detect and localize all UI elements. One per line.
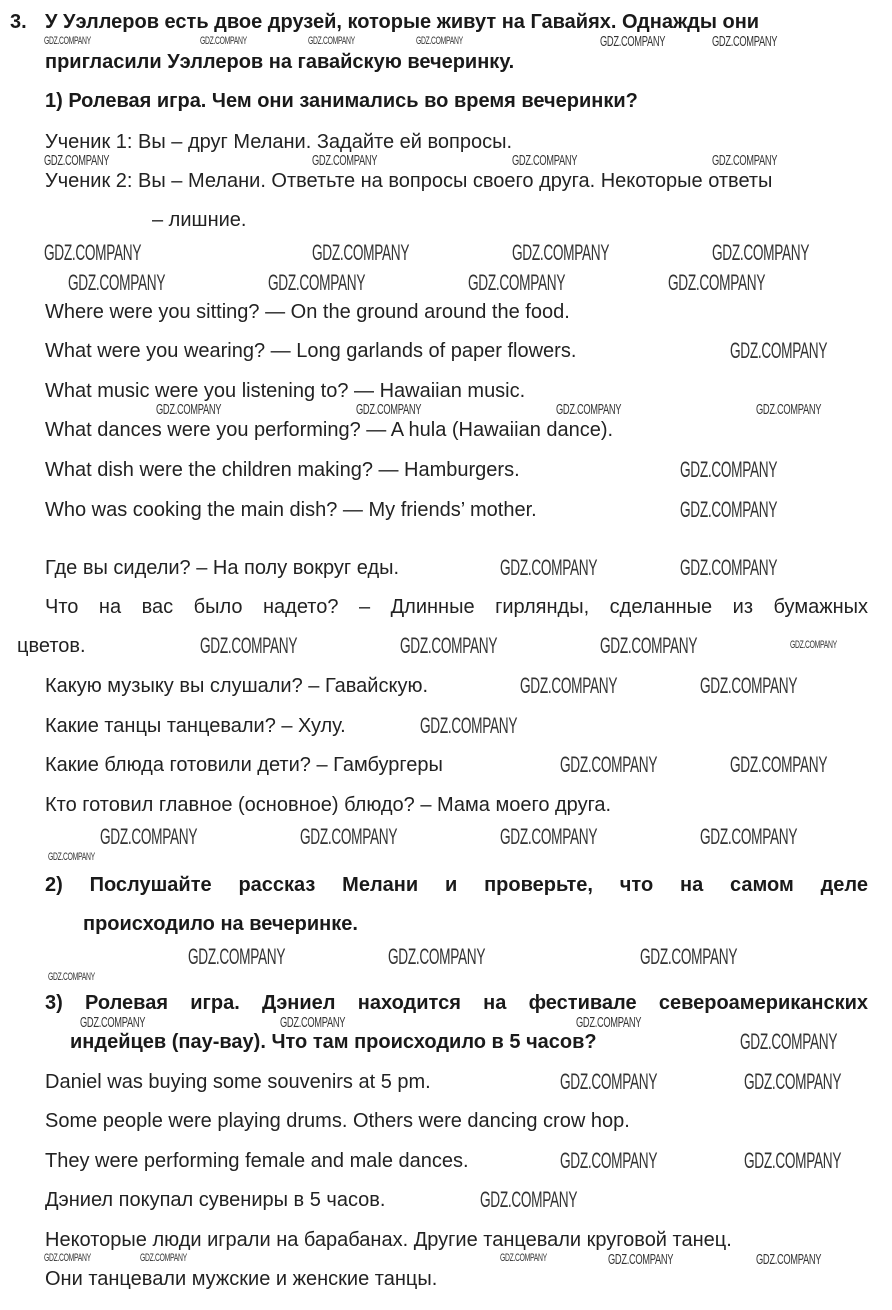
- watermark: GDZ.COMPANY: [500, 824, 598, 849]
- part3-line: Они танцевали мужские и женские танцы.: [45, 1268, 438, 1290]
- watermark: GDZ.COMPANY: [200, 35, 247, 47]
- watermark: GDZ.COMPANY: [680, 555, 778, 580]
- task-number: 3.: [10, 11, 27, 33]
- watermark: GDZ.COMPANY: [48, 851, 95, 863]
- part3-line: Дэниел покупал сувениры в 5 часов.: [45, 1189, 386, 1211]
- watermark: GDZ.COMPANY: [280, 1014, 346, 1031]
- instruction-line: Ученик 2: Вы – Мелани. Ответьте на вопросы своего друга. Некоторые ответы: [45, 170, 773, 192]
- task-title-line: пригласили Уэллеров на гавайскую вечеринку.: [45, 51, 515, 73]
- watermark: GDZ.COMPANY: [200, 633, 298, 658]
- watermark: GDZ.COMPANY: [312, 240, 410, 265]
- watermark: GDZ.COMPANY: [480, 1187, 578, 1212]
- english-line: What dances were you performing? — A hula (Hawaiian dance).: [45, 419, 614, 441]
- part3-heading-line: 3) Ролевая игра. Дэниел находится на фестивале североамериканских: [45, 992, 868, 1014]
- watermark: GDZ.COMPANY: [712, 240, 810, 265]
- russian-line: Где вы сидели? – На полу вокруг еды.: [45, 557, 400, 579]
- watermark: GDZ.COMPANY: [140, 1252, 187, 1264]
- watermark: GDZ.COMPANY: [420, 713, 518, 738]
- watermark: GDZ.COMPANY: [680, 497, 778, 522]
- part1-heading: 1) Ролевая игра. Чем они занимались во время вечеринки?: [45, 90, 638, 112]
- watermark: GDZ.COMPANY: [560, 752, 658, 777]
- watermark: GDZ.COMPANY: [44, 240, 142, 265]
- russian-line: Какие блюда готовили дети? – Гамбургеры: [45, 754, 443, 776]
- english-line: What dish were the children making? — Hamburgers.: [45, 459, 520, 481]
- russian-line: цветов.: [17, 635, 86, 657]
- watermark: GDZ.COMPANY: [744, 1069, 842, 1094]
- watermark: GDZ.COMPANY: [500, 1252, 547, 1264]
- part2-heading-line: происходило на вечеринке.: [83, 913, 358, 935]
- instruction-line: – лишние.: [152, 209, 247, 231]
- english-line: Who was cooking the main dish? — My friends’ mother.: [45, 499, 537, 521]
- watermark: GDZ.COMPANY: [308, 35, 355, 47]
- english-line: Where were you sitting? — On the ground around the food.: [45, 301, 570, 323]
- watermark: GDZ.COMPANY: [576, 1014, 642, 1031]
- russian-line: Какие танцы танцевали? – Хулу.: [45, 715, 346, 737]
- watermark: GDZ.COMPANY: [44, 152, 110, 169]
- watermark: GDZ.COMPANY: [268, 270, 366, 295]
- russian-line: Что на вас было надето? – Длинные гирлянды, сделанные из бумажных: [45, 596, 868, 618]
- watermark: GDZ.COMPANY: [680, 457, 778, 482]
- watermark: GDZ.COMPANY: [700, 673, 798, 698]
- watermark: GDZ.COMPANY: [730, 752, 828, 777]
- watermark: GDZ.COMPANY: [790, 639, 837, 651]
- watermark: GDZ.COMPANY: [156, 401, 222, 418]
- watermark: GDZ.COMPANY: [312, 152, 378, 169]
- watermark: GDZ.COMPANY: [640, 944, 738, 969]
- watermark: GDZ.COMPANY: [668, 270, 766, 295]
- watermark: GDZ.COMPANY: [608, 1251, 674, 1268]
- watermark: GDZ.COMPANY: [740, 1029, 838, 1054]
- watermark: GDZ.COMPANY: [756, 401, 822, 418]
- watermark: GDZ.COMPANY: [712, 33, 778, 50]
- part3-line: Some people were playing drums. Others were dancing crow hop.: [45, 1110, 630, 1132]
- watermark: GDZ.COMPANY: [300, 824, 398, 849]
- watermark: GDZ.COMPANY: [416, 35, 463, 47]
- part3-line: They were performing female and male dances.: [45, 1150, 469, 1172]
- watermark: GDZ.COMPANY: [520, 673, 618, 698]
- watermark: GDZ.COMPANY: [730, 338, 828, 363]
- part3-line: Некоторые люди играли на барабанах. Другие танцевали круговой танец.: [45, 1229, 732, 1251]
- watermark: GDZ.COMPANY: [512, 152, 578, 169]
- part3-heading-line: индейцев (пау-вау). Что там происходило в 5 часов?: [70, 1031, 597, 1053]
- watermark: GDZ.COMPANY: [100, 824, 198, 849]
- watermark: GDZ.COMPANY: [80, 1014, 146, 1031]
- watermark: GDZ.COMPANY: [600, 633, 698, 658]
- watermark: GDZ.COMPANY: [48, 971, 95, 983]
- watermark: GDZ.COMPANY: [600, 33, 666, 50]
- watermark: GDZ.COMPANY: [500, 555, 598, 580]
- watermark: GDZ.COMPANY: [700, 824, 798, 849]
- task-title-line: У Уэллеров есть двое друзей, которые живут на Гавайях. Однажды они: [45, 11, 760, 33]
- watermark: GDZ.COMPANY: [44, 35, 91, 47]
- watermark: GDZ.COMPANY: [68, 270, 166, 295]
- part3-line: Daniel was buying some souvenirs at 5 pm.: [45, 1071, 431, 1093]
- watermark: GDZ.COMPANY: [556, 401, 622, 418]
- watermark: GDZ.COMPANY: [712, 152, 778, 169]
- watermark: GDZ.COMPANY: [188, 944, 286, 969]
- russian-line: Кто готовил главное (основное) блюдо? – Мама моего друга.: [45, 794, 612, 816]
- watermark: GDZ.COMPANY: [388, 944, 486, 969]
- watermark: GDZ.COMPANY: [356, 401, 422, 418]
- part2-heading-line: 2) Послушайте рассказ Мелани и проверьте, что на самом деле: [45, 874, 868, 896]
- watermark: GDZ.COMPANY: [512, 240, 610, 265]
- watermark: GDZ.COMPANY: [468, 270, 566, 295]
- english-line: What music were you listening to? — Hawaiian music.: [45, 380, 526, 402]
- english-line: What were you wearing? — Long garlands of paper flowers.: [45, 340, 577, 362]
- russian-line: Какую музыку вы слушали? – Гавайскую.: [45, 675, 429, 697]
- watermark: GDZ.COMPANY: [400, 633, 498, 658]
- watermark: GDZ.COMPANY: [560, 1069, 658, 1094]
- watermark: GDZ.COMPANY: [44, 1252, 91, 1264]
- watermark: GDZ.COMPANY: [560, 1148, 658, 1173]
- instruction-line: Ученик 1: Вы – друг Мелани. Задайте ей вопросы.: [45, 131, 513, 153]
- watermark: GDZ.COMPANY: [756, 1251, 822, 1268]
- watermark: GDZ.COMPANY: [744, 1148, 842, 1173]
